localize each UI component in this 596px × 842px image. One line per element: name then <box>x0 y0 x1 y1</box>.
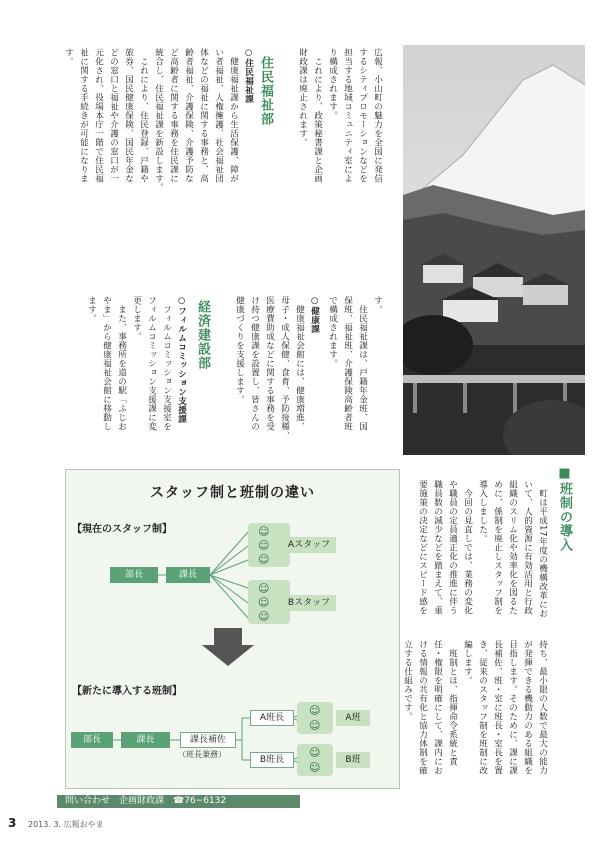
diagram-title: スタッフ制と班制の違い <box>150 485 315 501</box>
staff-a-label: Aスタッフ <box>282 537 336 553</box>
page-number: 3 <box>8 816 17 830</box>
bucho-box: 部長 <box>110 567 158 583</box>
subheading-jumin: ○住民福祉課 <box>243 48 254 104</box>
new-system-label: 【新たに導入する班制】 <box>72 686 182 697</box>
text-column: 健康福祉課から生活保護、障が <box>228 48 239 183</box>
text-column: 班制とは、指揮命令系統と責 <box>447 640 458 766</box>
section-heading-keizai: 経済建設部 <box>195 300 210 370</box>
text-column: け持つ健康課を設置し、皆さんの <box>249 296 260 431</box>
a-hancho-box: A班長 <box>250 710 294 726</box>
text-column: これにより、住民登録、戸籍や <box>138 48 149 183</box>
staff-face-icon: ☺ <box>258 553 270 566</box>
text-column: いて、人的資源に有効活用と行政 <box>522 480 533 615</box>
text-column: 旅券、国民健康保険、国民年金な <box>123 48 134 183</box>
text-column: ど高齢者に関する事務を住民課に <box>168 48 179 183</box>
text-column: これにより、政策秘書課と企画 <box>312 48 323 183</box>
text-column: 財政課は廃止されます。 <box>297 48 308 147</box>
text-column: フィルムコミッション支援室を <box>161 296 172 431</box>
text-column: 体などの福祉に関する事務と、高 <box>198 48 209 183</box>
text-column: フィルムコミッション支援課に変 <box>146 296 157 431</box>
current-system-label: 【現在のスタッフ制】 <box>72 524 172 535</box>
staff-face-icon: ☺ <box>309 704 321 717</box>
text-column: 母子・成人保健、食育、予防接種、 <box>279 296 290 440</box>
staff-face-icon: ☺ <box>258 525 270 538</box>
arrow-down-icon <box>202 628 254 666</box>
text-column: い者福祉、人権擁護、社会福祉団 <box>213 48 224 183</box>
kacho-hosa-box: 課長補佐 <box>180 732 236 748</box>
issue-info: 2013. 3. 広報おやま <box>28 820 104 829</box>
text-column: 保班、福祉班、介護保険高齢者班 <box>342 296 353 431</box>
text-column: 導入しました。 <box>477 480 488 543</box>
b-hancho-box: B班長 <box>250 752 294 768</box>
staff-face-icon: ☺ <box>309 746 321 759</box>
bucho-box: 部長 <box>71 732 113 748</box>
text-column: やま」から健康福祉会館に移動し <box>101 296 112 431</box>
text-column: どの窓口と福祉や介護の窓口が一 <box>108 48 119 183</box>
text-column: めに、係制を廃止しスタッフ制を <box>492 480 503 615</box>
text-column: 元化され、役場本庁一階で住民福 <box>93 48 104 183</box>
text-column: す。 <box>63 48 74 66</box>
text-column: 更します。 <box>131 296 142 341</box>
text-column: 健康福祉会館には、健康増進、 <box>294 296 305 431</box>
kacho-box: 課長 <box>166 567 210 583</box>
staff-face-icon: ☺ <box>258 596 270 609</box>
text-column: 健康づくりを支援します。 <box>234 296 245 404</box>
town-photo <box>403 45 585 455</box>
text-column: が発揮できる機動力のある組織を <box>522 640 533 775</box>
text-column: 住民福祉課は、戸籍年金班、国 <box>357 296 368 431</box>
section-heading-hansei: ■班制の導入 <box>557 466 572 552</box>
text-column: 任・権限を明確にして、課内にお <box>432 640 443 775</box>
staff-face-icon: ☺ <box>309 719 321 732</box>
text-column: す。 <box>372 296 383 314</box>
text-column: 担当する地域コミュニティ室によ <box>342 48 353 183</box>
text-column: 組織のスリム化や効率化を図るた <box>507 480 518 615</box>
text-column: き、従来のスタッフ制を班制に改 <box>477 640 488 775</box>
text-column: 職員数の減少などを踏まえて、重 <box>432 480 443 615</box>
staff-face-icon: ☺ <box>258 610 270 623</box>
text-column: 統合し、住民福祉課を新設します。 <box>153 48 164 192</box>
text-column: 持ち、最小限の人数で最大の能力 <box>537 640 548 775</box>
staff-face-icon: ☺ <box>258 582 270 595</box>
mount-fuji-photo <box>403 45 585 455</box>
contact-bar: 問い合わせ 企画財政課 ☎76−6132 <box>57 795 300 808</box>
subheading-film: ○フィルムコミッション支援課 <box>176 296 187 424</box>
text-column: り構成されます。 <box>327 48 338 120</box>
text-column: 立する仕組みです。 <box>402 640 413 721</box>
text-column: 町は平成17年度の機構改革にお <box>537 480 548 618</box>
text-column: 目指します。そのために、課に課 <box>507 640 518 775</box>
text-column: で構成されます。 <box>327 296 338 368</box>
section-heading-jumin: 住民福祉部 <box>258 56 273 126</box>
kacho-box: 課長 <box>121 732 170 748</box>
organization-diagram <box>65 469 400 789</box>
subheading-kenko: ○健康課 <box>309 296 320 334</box>
text-column: 広報、小山町の魅力を全国に発信 <box>372 48 383 183</box>
text-column: 今回の見直しでは、業務の変化 <box>462 480 473 615</box>
text-column: 祉に関する手続きが可能になりま <box>78 48 89 183</box>
staff-face-icon: ☺ <box>258 539 270 552</box>
text-column: 齢者福祉、介護保険、介護予防な <box>183 48 194 183</box>
text-column: ます。 <box>86 296 97 323</box>
staff-face-icon: ☺ <box>309 761 321 774</box>
text-column: また、事務所を道の駅「ふじお <box>116 296 127 431</box>
text-column: 長補佐、班・室に班長・室長を置 <box>492 640 503 775</box>
text-column: や職員の定員適正化の推進に伴う <box>447 480 458 615</box>
text-column: するシティプロモーションなどを <box>357 48 368 183</box>
b-han-label: B班 <box>336 752 370 768</box>
text-column: 編します。 <box>462 640 473 685</box>
a-han-label: A班 <box>336 710 370 726</box>
text-column: 要施策の決定などにスピード感を <box>417 480 428 615</box>
text-column: ける情報の共有化と協力体制を確 <box>417 640 428 775</box>
staff-b-label: Bスタッフ <box>282 595 336 611</box>
hancho-kenmu-note: （班長兼務） <box>178 750 226 759</box>
text-column: 医療費助成などに関する事務を受 <box>264 296 275 431</box>
